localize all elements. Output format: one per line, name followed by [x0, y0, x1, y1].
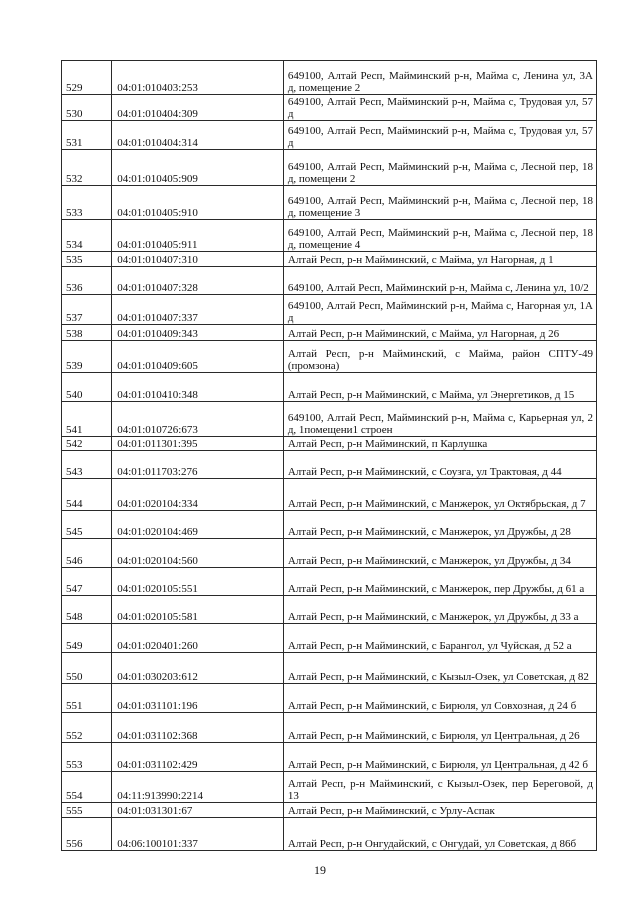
row-number-cell: 551	[62, 684, 112, 713]
address-cell	[283, 402, 596, 437]
address-cell	[283, 220, 596, 252]
row-number-cell: 556	[62, 818, 112, 851]
cadastral-number-cell: 04:01:031102:429	[112, 743, 284, 772]
address-text: Алтай Респ, р-н Майминский, п Карлушка	[287, 437, 488, 450]
row-number-cell: 529	[62, 61, 112, 95]
row-number-cell: 549	[62, 624, 112, 653]
cadastral-number-cell: 04:01:010405:910	[112, 186, 284, 220]
row-number-cell: 554	[62, 772, 112, 803]
table-row	[62, 220, 597, 252]
row-number-cell: 537	[62, 295, 112, 325]
cadastral-number-cell: 04:01:010407:337	[112, 295, 284, 325]
address-cell	[283, 568, 596, 596]
address-text: Алтай Респ, р-н Майминский, с Соузга, ул Трактовая, д 44	[287, 465, 562, 478]
cadastral-number-cell: 04:01:010726:673	[112, 402, 284, 437]
table-row	[62, 568, 597, 596]
address-text: Алтай Респ, р-н Майминский, с Манжерок, ул Дружбы, д 28	[287, 525, 571, 538]
cadastral-number-cell: 04:01:010404:309	[112, 95, 284, 121]
address-cell	[283, 121, 596, 150]
address-text: Алтай Респ, р-н Майминский, с Бирюля, ул Совхозная, д 24 б	[287, 699, 577, 712]
address-cell	[283, 186, 596, 220]
table-row	[62, 95, 597, 121]
cadastral-number-cell: 04:11:913990:2214	[112, 772, 284, 803]
cadastral-number-cell: 04:01:010407:328	[112, 267, 284, 295]
address-text: 649100, Алтай Респ, Майминский р-н, Майма с, Трудовая ул, 57 д	[287, 125, 593, 149]
address-text: Алтай Респ, р-н Майминский, с Манжерок, ул Дружбы, д 33 а	[287, 610, 579, 623]
address-cell	[283, 341, 596, 373]
table-row	[62, 803, 597, 818]
row-number-cell: 555	[62, 803, 112, 818]
table-row	[62, 596, 597, 624]
address-cell	[283, 684, 596, 713]
address-text: 649100, Алтай Респ, Майминский р-н, Майма с, Лесной пер, 18 д, помещение 4	[287, 227, 593, 251]
table-row	[62, 539, 597, 568]
address-text: Алтай Респ, р-н Майминский, с Бирюля, ул Центральная, д 26	[287, 729, 580, 742]
cadastral-number-cell: 04:01:010409:605	[112, 341, 284, 373]
table-row	[62, 121, 597, 150]
address-cell	[283, 713, 596, 743]
address-text: 649100, Алтай Респ, Майминский р-н, Майма с, Трудовая ул, 57 д	[287, 96, 593, 120]
cadastral-number-cell: 04:01:010409:343	[112, 325, 284, 341]
address-cell	[283, 267, 596, 295]
cadastral-number-cell: 04:01:020105:581	[112, 596, 284, 624]
address-text: 649100, Алтай Респ, Майминский р-н, Майма с, Нагорная ул, 1А д	[287, 300, 593, 324]
table-row	[62, 511, 597, 539]
address-cell	[283, 539, 596, 568]
table-row	[62, 252, 597, 267]
address-text: Алтай Респ, р-н Майминский, с Кызыл-Озек, пер Береговой, д 13	[287, 778, 593, 802]
cadastral-number-cell: 04:01:011301:395	[112, 437, 284, 451]
address-text: 649100, Алтай Респ, Майминский р-н, Майма с, Ленина ул, 3А д, помещение 2	[287, 70, 593, 94]
row-number-cell: 543	[62, 451, 112, 479]
cadastral-number-cell: 04:01:011703:276	[112, 451, 284, 479]
address-text: 649100, Алтай Респ, Майминский р-н, Майма с, Лесной пер, 18 д, помещени 2	[287, 161, 593, 185]
address-text: Алтай Респ, р-н Майминский, с Барангол, ул Чуйская, д 52 а	[287, 639, 572, 652]
table-row	[62, 325, 597, 341]
row-number-cell: 538	[62, 325, 112, 341]
row-number-cell: 542	[62, 437, 112, 451]
address-cell	[283, 295, 596, 325]
table-row	[62, 186, 597, 220]
address-text: Алтай Респ, р-н Майминский, с Майма, район СПТУ-49 (промзона)	[287, 348, 593, 372]
table-row	[62, 653, 597, 684]
table-row	[62, 341, 597, 373]
row-number-cell: 533	[62, 186, 112, 220]
address-cell	[283, 624, 596, 653]
cadastral-number-cell: 04:01:010405:909	[112, 150, 284, 186]
table-row	[62, 713, 597, 743]
row-number-cell: 540	[62, 373, 112, 402]
address-cell	[283, 818, 596, 851]
table-row	[62, 267, 597, 295]
row-number-cell: 539	[62, 341, 112, 373]
register-table-container	[61, 60, 597, 851]
address-cell	[283, 95, 596, 121]
address-text: Алтай Респ, р-н Майминский, с Майма, ул Энергетиков, д 15	[287, 388, 575, 401]
table-row	[62, 743, 597, 772]
table-row	[62, 479, 597, 511]
address-cell	[283, 479, 596, 511]
cadastral-number-cell: 04:01:010407:310	[112, 252, 284, 267]
row-number-cell: 550	[62, 653, 112, 684]
row-number-cell: 536	[62, 267, 112, 295]
register-table	[61, 60, 597, 851]
address-cell	[283, 511, 596, 539]
row-number-cell: 545	[62, 511, 112, 539]
cadastral-number-cell: 04:01:031301:67	[112, 803, 284, 818]
address-cell	[283, 772, 596, 803]
address-cell	[283, 596, 596, 624]
row-number-cell: 552	[62, 713, 112, 743]
address-text: 649100, Алтай Респ, Майминский р-н, Майма с, Ленина ул, 10/2	[287, 281, 589, 294]
page-number: 19	[314, 863, 326, 877]
address-cell	[283, 373, 596, 402]
cadastral-number-cell: 04:01:020104:560	[112, 539, 284, 568]
table-row	[62, 684, 597, 713]
row-number-cell: 547	[62, 568, 112, 596]
row-number-cell: 553	[62, 743, 112, 772]
row-number-cell: 530	[62, 95, 112, 121]
address-text: 649100, Алтай Респ, Майминский р-н, Майма с, Лесной пер, 18 д, помещение 3	[287, 195, 593, 219]
cadastral-number-cell: 04:01:020104:469	[112, 511, 284, 539]
address-text: Алтай Респ, р-н Майминский, с Урлу-Аспак	[287, 804, 495, 817]
address-text: Алтай Респ, р-н Онгудайский, с Онгудай, ул Советская, д 86б	[287, 837, 577, 850]
address-text: Алтай Респ, р-н Майминский, с Кызыл-Озек, ул Советская, д 82	[287, 670, 589, 683]
row-number-cell: 531	[62, 121, 112, 150]
address-cell	[283, 653, 596, 684]
cadastral-number-cell: 04:01:020401:260	[112, 624, 284, 653]
address-cell	[283, 61, 596, 95]
cadastral-number-cell: 04:01:031101:196	[112, 684, 284, 713]
address-text: Алтай Респ, р-н Майминский, с Майма, ул Нагорная, д 1	[287, 253, 554, 266]
cadastral-number-cell: 04:01:020104:334	[112, 479, 284, 511]
row-number-cell: 541	[62, 402, 112, 437]
table-row	[62, 61, 597, 95]
address-cell	[283, 150, 596, 186]
table-row	[62, 150, 597, 186]
table-row	[62, 295, 597, 325]
table-row	[62, 373, 597, 402]
cadastral-number-cell: 04:01:010404:314	[112, 121, 284, 150]
address-cell	[283, 252, 596, 267]
table-row	[62, 451, 597, 479]
row-number-cell: 534	[62, 220, 112, 252]
address-text: 649100, Алтай Респ, Майминский р-н, Майма с, Карьерная ул, 2 д, 1помещени1 строен	[287, 412, 593, 436]
row-number-cell: 544	[62, 479, 112, 511]
table-row	[62, 772, 597, 803]
row-number-cell: 548	[62, 596, 112, 624]
table-row	[62, 402, 597, 437]
cadastral-number-cell: 04:01:020105:551	[112, 568, 284, 596]
address-cell	[283, 803, 596, 818]
table-row	[62, 437, 597, 451]
cadastral-number-cell: 04:01:010403:253	[112, 61, 284, 95]
address-cell	[283, 743, 596, 772]
address-cell	[283, 437, 596, 451]
address-text: Алтай Респ, р-н Майминский, с Бирюля, ул Центральная, д 42 б	[287, 758, 588, 771]
row-number-cell: 546	[62, 539, 112, 568]
cadastral-number-cell: 04:01:010410:348	[112, 373, 284, 402]
address-text: Алтай Респ, р-н Майминский, с Манжерок, ул Дружбы, д 34	[287, 554, 571, 567]
cadastral-number-cell: 04:01:030203:612	[112, 653, 284, 684]
row-number-cell: 532	[62, 150, 112, 186]
cadastral-number-cell: 04:06:100101:337	[112, 818, 284, 851]
cadastral-number-cell: 04:01:010405:911	[112, 220, 284, 252]
cadastral-number-cell: 04:01:031102:368	[112, 713, 284, 743]
address-text: Алтай Респ, р-н Майминский, с Манжерок, ул Октябрьская, д 7	[287, 497, 586, 510]
table-row	[62, 624, 597, 653]
register-table-body	[62, 61, 597, 851]
address-text: Алтай Респ, р-н Майминский, с Манжерок, пер Дружбы, д 61 а	[287, 582, 585, 595]
address-cell	[283, 325, 596, 341]
table-row	[62, 818, 597, 851]
address-cell	[283, 451, 596, 479]
address-text: Алтай Респ, р-н Майминский, с Майма, ул Нагорная, д 26	[287, 327, 560, 340]
row-number-cell: 535	[62, 252, 112, 267]
